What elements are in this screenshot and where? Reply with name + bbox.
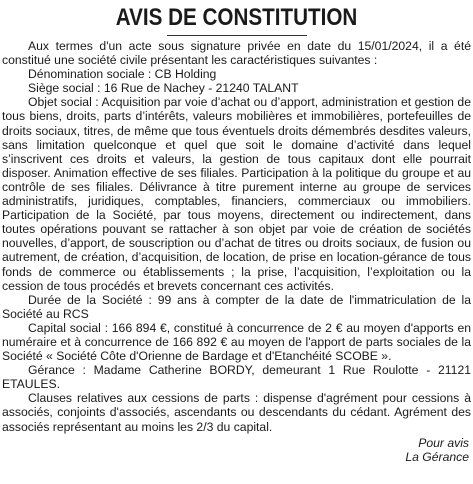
signature-block (2, 436, 471, 464)
company-name-line: Dénomination sociale : CB Holding (28, 67, 217, 82)
notice-body (2, 39, 471, 434)
corporate-purpose-paragraph: Objet social : Acquisition par voie d’achat ou d’apport, administration et gestion de tous biens, droits, parts d’intérêts, valeurs mobilières et immobilières, portefeuilles de droits sociaux, titres, de même que tous éventuels droits démembrés desdites valeurs, sans limitation quelconque et quel que soit le domaine d’activité dans lequel s’inscrivent ces droits et valeurs, la gestion de tous capitaux dont elle pourrait disposer. Animation effective de ses filiales. Participation à la politique du groupe et au contrôle de ses filiales. Délivrance à titre purement interne au groupe de services administratifs, juridiques, comptables, financiers, commerciaux ou immobiliers. Participation de la Société, par tous moyens, directement ou indirectement, dans toutes opérations pouvant se rattacher à son objet par voie de création de sociétés nouvelles, d’apport, de souscription ou d’achat de titres ou droits sociaux, de fusion ou autrement, de création, d’acquisition, de location, de prise en location-gérance de tous fonds de commerce ou établissements ; la prise, l’acquisition, l’exploitation ou la cession de tous procédés et brevets concernant ces activités. (2, 95, 471, 293)
signature-line-2: La Gérance (405, 449, 469, 464)
management-paragraph: Gérance : Madame Catherine BORDY, demeurant 1 Rue Roulotte - 21121 ETAULES. (2, 363, 471, 392)
intro-paragraph: Aux termes d'un acte sous signature privée en date du 15/01/2024, il a été constitué une société civile présentant les caractéristiques suivantes : (2, 39, 471, 68)
share-capital-paragraph: Capital social : 166 894 €, constitué à concurrence de 2 € au moyen d'apports en numéraire et à concurrence de 166 892 € au moyen de l'apport de parts sociales de la Société « Société Côte d'Orienne de Bardage et d'Etanchéité SCOBE ». (2, 320, 471, 364)
title-underline (167, 35, 307, 36)
share-transfer-paragraph: Clauses relatives aux cessions de parts : dispense d'agrément pour cessions à associés, conjoints d'associés, ascendants ou descendants du cédant. Agrément des associés représentant au moins les 2/3 du capital. (2, 391, 471, 434)
duration-paragraph: Durée de la Société : 99 ans à compter de la date de l'immatriculation de la Société au RCS (2, 292, 471, 321)
registered-office-line: Siège social : 16 Rue de Nachey - 21240 TALANT (28, 81, 299, 96)
signature-line-1: Pour avis (418, 435, 469, 450)
notice-title: AVIS DE CONSTITUTION (115, 4, 358, 31)
